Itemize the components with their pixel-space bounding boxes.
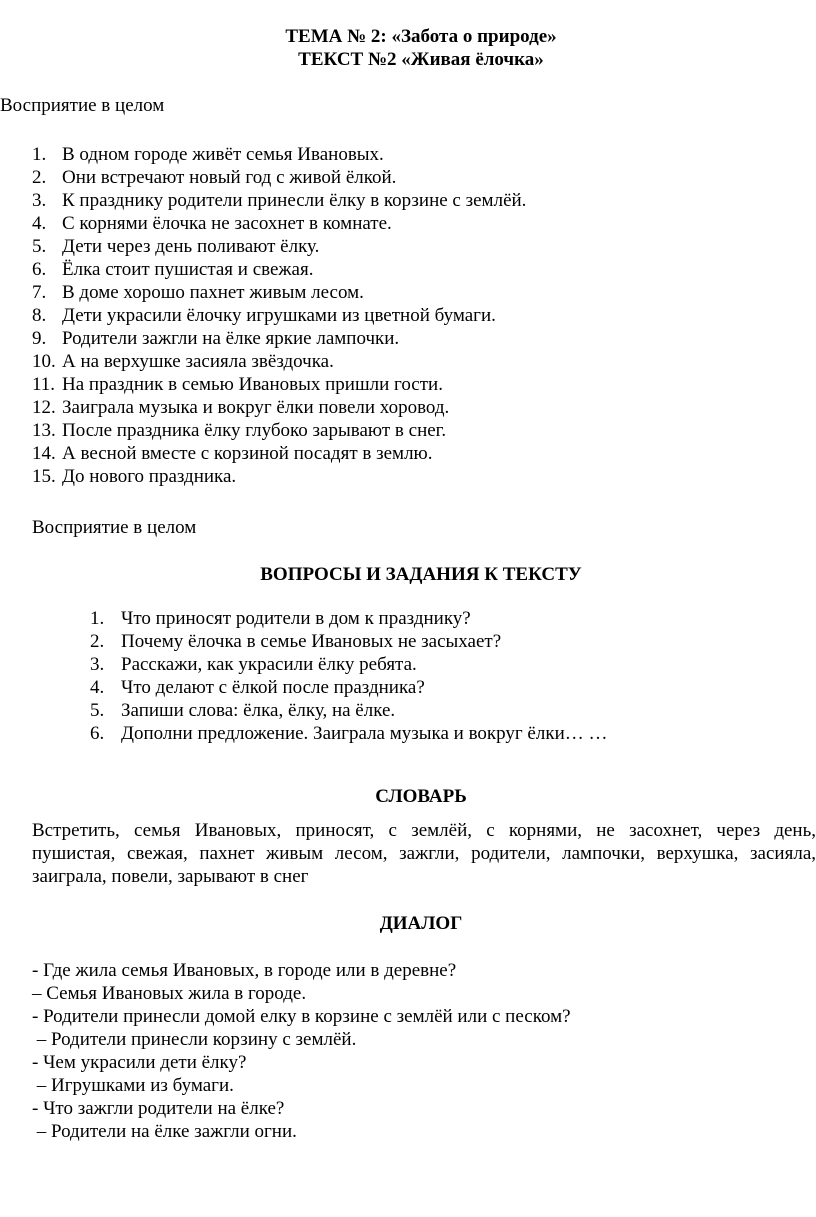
item-number: 1. bbox=[32, 144, 47, 165]
item-number: 3. bbox=[32, 190, 47, 211]
item-number: 5. bbox=[32, 236, 47, 257]
item-text: Они встречают новый год с живой ёлкой. bbox=[62, 167, 397, 188]
dialog-line: - Родители принесли домой елку в корзине с землёй или с песком? bbox=[32, 1006, 571, 1027]
dialog-line: – Родители принесли корзину с землёй. bbox=[32, 1029, 357, 1050]
item-number: 2. bbox=[90, 631, 105, 652]
item-text: А на верхушке засияла звёздочка. bbox=[62, 351, 334, 372]
vocab-line: пушистая, свежая, пахнет живым лесом, зажгли, родители, лампочки, верхушка, засияла, bbox=[32, 843, 816, 864]
dialog-heading: ДИАЛОГ bbox=[379, 913, 463, 934]
dialog-line: – Игрушками из бумаги. bbox=[32, 1075, 234, 1096]
item-text: Ёлка стоит пушистая и свежая. bbox=[62, 259, 314, 280]
dialog-line: – Семья Ивановых жила в городе. bbox=[32, 983, 307, 1004]
item-number: 4. bbox=[90, 677, 105, 698]
dialog-line: - Чем украсили дети ёлку? bbox=[32, 1052, 247, 1073]
item-number: 14. bbox=[32, 443, 56, 464]
item-text: Заиграла музыка и вокруг ёлки повели хоровод. bbox=[62, 397, 450, 418]
dialog-line: - Где жила семья Ивановых, в городе или в деревне? bbox=[32, 960, 457, 981]
item-text: Запиши слова: ёлка, ёлку, на ёлке. bbox=[121, 700, 396, 721]
item-number: 6. bbox=[32, 259, 47, 280]
item-text: В доме хорошо пахнет живым лесом. bbox=[62, 282, 364, 303]
item-text: Что делают с ёлкой после праздника? bbox=[121, 677, 425, 698]
vocab-heading: СЛОВАРЬ bbox=[375, 786, 467, 807]
item-text: К празднику родители принесли ёлку в корзине с землёй. bbox=[62, 190, 527, 211]
item-number: 10. bbox=[32, 351, 56, 372]
item-number: 8. bbox=[32, 305, 47, 326]
text-title: ТЕКСТ №2 «Живая ёлочка» bbox=[298, 49, 544, 70]
item-text: Что приносят родители в дом к празднику? bbox=[121, 608, 471, 629]
item-number: 11. bbox=[32, 374, 56, 395]
dialog-line: - Что зажгли родители на ёлке? bbox=[32, 1098, 285, 1119]
item-number: 1. bbox=[90, 608, 105, 629]
item-text: На праздник в семью Ивановых пришли гости. bbox=[62, 374, 443, 395]
item-text: Дети украсили ёлочку игрушками из цветной бумаги. bbox=[62, 305, 496, 326]
item-number: 2. bbox=[32, 167, 47, 188]
perception-label: Восприятие в целом bbox=[32, 517, 197, 538]
item-number: 15. bbox=[32, 466, 56, 487]
item-text: В одном городе живёт семья Ивановых. bbox=[62, 144, 384, 165]
item-number: 4. bbox=[32, 213, 47, 234]
item-number: 3. bbox=[90, 654, 105, 675]
item-number: 13. bbox=[32, 420, 56, 441]
item-number: 6. bbox=[90, 723, 105, 744]
vocab-paragraph bbox=[32, 819, 816, 888]
vocab-line: заиграла, повели, зарывают в снег bbox=[32, 866, 309, 887]
questions-heading: ВОПРОСЫ И ЗАДАНИЯ К ТЕКСТУ bbox=[260, 564, 582, 585]
dialog-line: – Родители на ёлке зажгли огни. bbox=[32, 1121, 297, 1142]
perception-label: Восприятие в целом bbox=[0, 95, 165, 116]
item-text: До нового праздника. bbox=[62, 466, 237, 487]
item-number: 7. bbox=[32, 282, 47, 303]
item-number: 9. bbox=[32, 328, 47, 349]
item-text: Дети через день поливают ёлку. bbox=[62, 236, 320, 257]
item-number: 12. bbox=[32, 397, 56, 418]
item-text: А весной вместе с корзиной посадят в землю. bbox=[62, 443, 433, 464]
theme-title: ТЕМА № 2: «Забота о природе» bbox=[285, 26, 557, 47]
item-text: Родители зажгли на ёлке яркие лампочки. bbox=[62, 328, 400, 349]
item-text: После праздника ёлку глубоко зарывают в снег. bbox=[62, 420, 447, 441]
dialog-list bbox=[32, 959, 571, 1143]
item-text: Дополни предложение. Заиграла музыка и вокруг ёлки… … bbox=[121, 723, 608, 744]
item-text: С корнями ёлочка не засохнет в комнате. bbox=[62, 213, 392, 234]
vocab-line: Встретить, семья Ивановых, приносят, с землёй, с корнями, не засохнет, через день, bbox=[32, 820, 816, 841]
item-text: Расскажи, как украсили ёлку ребята. bbox=[121, 654, 417, 675]
item-text: Почему ёлочка в семье Ивановых не засыхает? bbox=[121, 631, 502, 652]
item-number: 5. bbox=[90, 700, 105, 721]
